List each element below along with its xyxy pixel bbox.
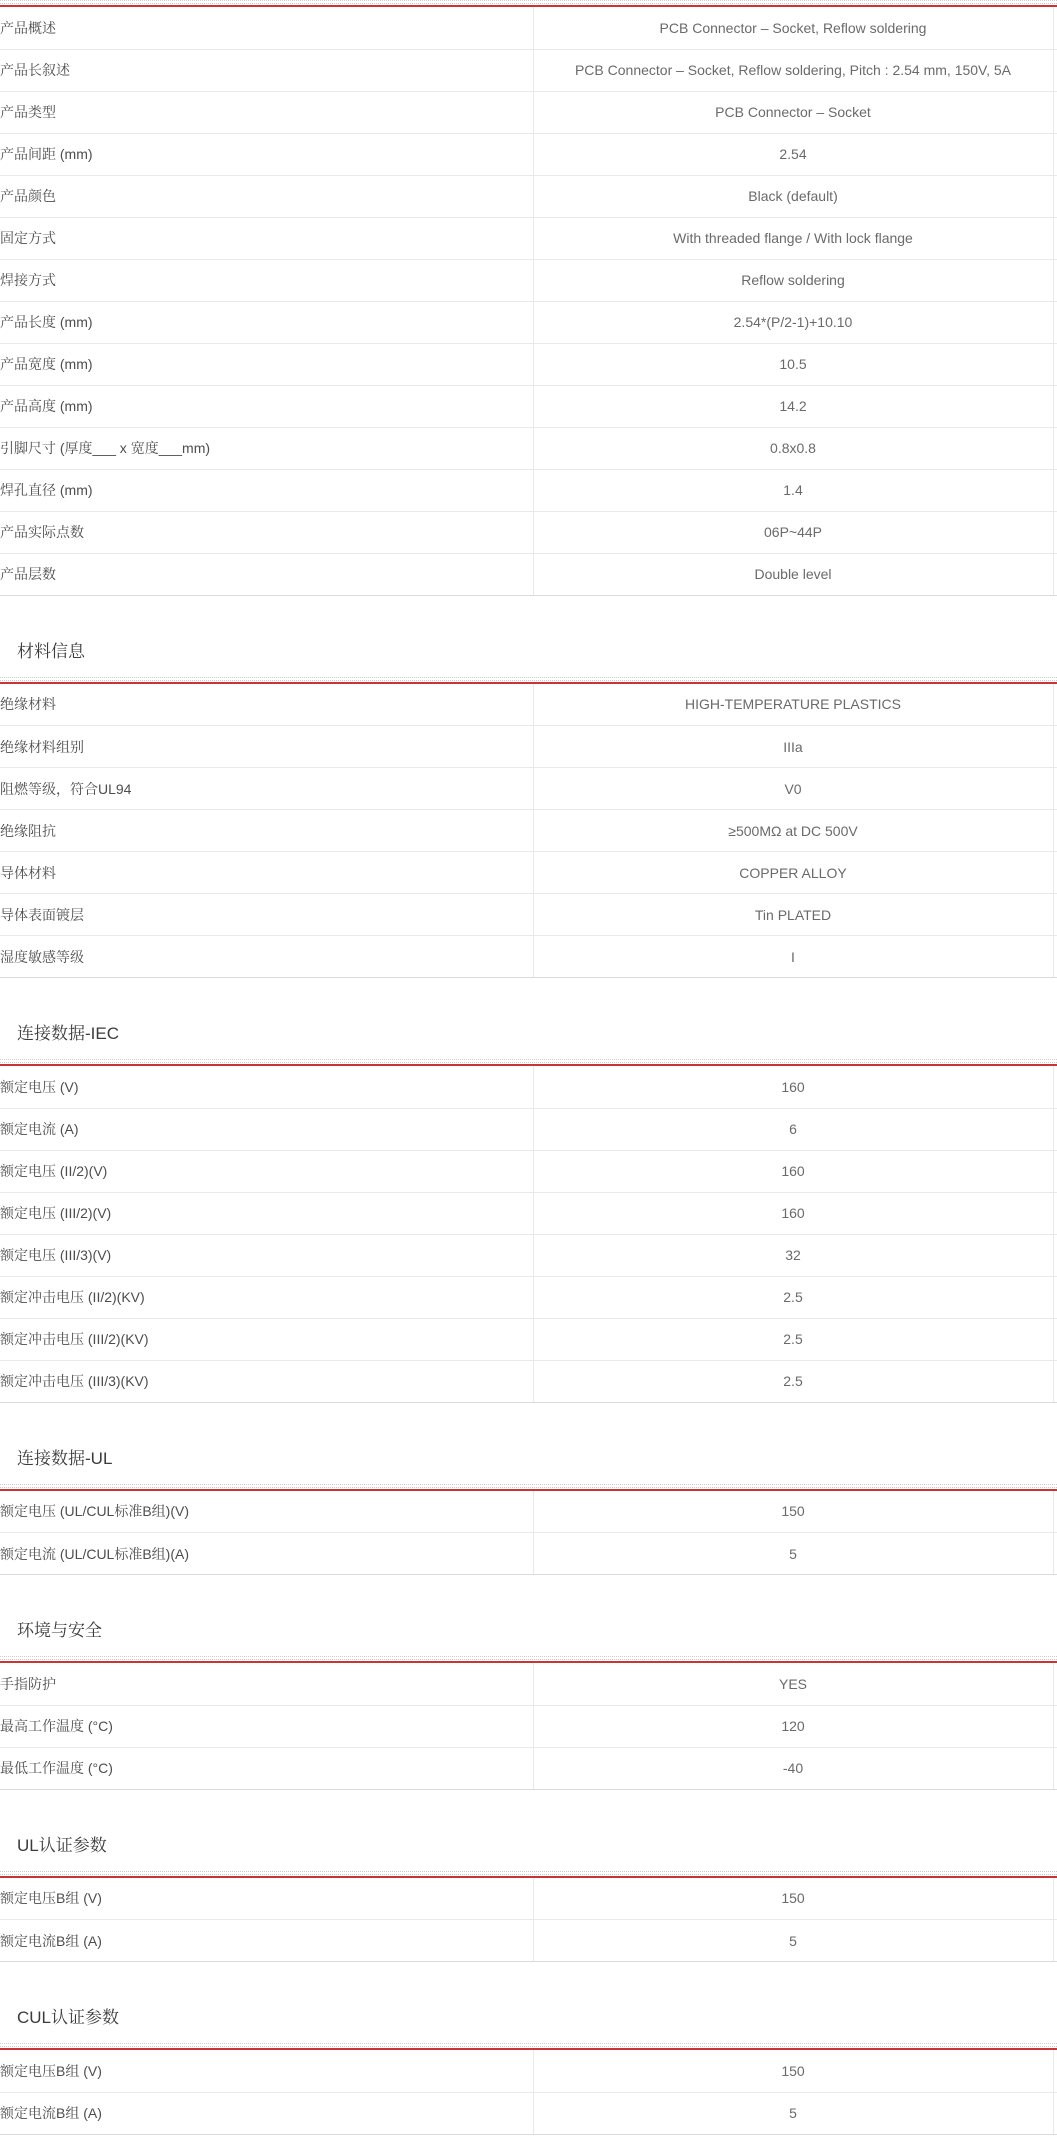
- stub-cell: [1053, 511, 1057, 553]
- spec-label: 额定冲击电压 (III/3)(KV): [0, 1360, 533, 1402]
- stub-cell: [1053, 1192, 1057, 1234]
- stub-cell: [1053, 469, 1057, 511]
- table-row: [0, 49, 1057, 91]
- spec-label: 产品宽度 (mm): [0, 343, 533, 385]
- stub-cell: [1053, 1705, 1057, 1747]
- stub-cell: [1053, 726, 1057, 768]
- spec-section: [0, 1447, 1057, 1576]
- spec-value: 150: [533, 1491, 1053, 1533]
- spec-label: 最低工作温度 (°C): [0, 1747, 533, 1789]
- table-row: [0, 301, 1057, 343]
- spec-value: -40: [533, 1747, 1053, 1789]
- spec-label: 焊接方式: [0, 259, 533, 301]
- spec-table: [0, 1066, 1057, 1403]
- spec-label: 固定方式: [0, 217, 533, 259]
- spec-label: 额定电压 (III/2)(V): [0, 1192, 533, 1234]
- spec-value: 5: [533, 2092, 1053, 2134]
- table-row: [0, 852, 1057, 894]
- table-row: [0, 894, 1057, 936]
- spec-value: Double level: [533, 553, 1053, 595]
- stub-cell: [1053, 1491, 1057, 1533]
- spec-label: 额定电压 (UL/CUL标准B组)(V): [0, 1491, 533, 1533]
- spec-value: V0: [533, 768, 1053, 810]
- table-row: [0, 1878, 1057, 1920]
- table-row: [0, 936, 1057, 978]
- spec-section: [0, 1022, 1057, 1403]
- stub-cell: [1053, 427, 1057, 469]
- spec-value: I: [533, 936, 1053, 978]
- stub-cell: [1053, 385, 1057, 427]
- stub-cell: [1053, 217, 1057, 259]
- spec-label: 产品颜色: [0, 175, 533, 217]
- table-row: [0, 1533, 1057, 1575]
- table-row: [0, 684, 1057, 726]
- stub-cell: [1053, 1150, 1057, 1192]
- table-row: [0, 768, 1057, 810]
- stub-cell: [1053, 343, 1057, 385]
- spec-table: [0, 2050, 1057, 2135]
- spec-value: 160: [533, 1150, 1053, 1192]
- spec-value: 06P~44P: [533, 511, 1053, 553]
- table-row: [0, 1360, 1057, 1402]
- dotted-rule: [0, 1656, 1057, 1660]
- stub-cell: [1053, 1533, 1057, 1575]
- section-rule: [0, 2043, 1057, 2050]
- stub-cell: [1053, 810, 1057, 852]
- spec-label: 阻燃等级，符合UL94: [0, 768, 533, 810]
- stub-cell: [1053, 1878, 1057, 1920]
- spec-label: 产品层数: [0, 553, 533, 595]
- spec-label: 焊孔直径 (mm): [0, 469, 533, 511]
- table-row: [0, 1192, 1057, 1234]
- table-row: [0, 1491, 1057, 1533]
- stub-cell: [1053, 1360, 1057, 1402]
- spec-section: [0, 640, 1057, 979]
- section-heading: CUL认证参数: [17, 2008, 120, 2027]
- spec-value: 150: [533, 2050, 1053, 2092]
- spec-section: [0, 1834, 1057, 1963]
- spec-value: IIIa: [533, 726, 1053, 768]
- dotted-rule: [0, 2043, 1057, 2047]
- table-row: [0, 1234, 1057, 1276]
- section-heading: 连接数据-IEC: [17, 1024, 119, 1043]
- spec-table: [0, 1663, 1057, 1790]
- spec-label: 产品类型: [0, 91, 533, 133]
- table-row: [0, 726, 1057, 768]
- table-row: [0, 2050, 1057, 2092]
- section-heading: 材料信息: [17, 641, 85, 661]
- spec-section: [0, 2006, 1057, 2135]
- spec-label: 导体材料: [0, 852, 533, 894]
- spec-label: 额定电流 (A): [0, 1108, 533, 1150]
- spec-label: 绝缘材料组别: [0, 726, 533, 768]
- spec-value: 150: [533, 1878, 1053, 1920]
- stub-cell: [1053, 1747, 1057, 1789]
- spec-label: 额定电流B组 (A): [0, 1920, 533, 1962]
- spec-label: 湿度敏感等级: [0, 936, 533, 978]
- stub-cell: [1053, 553, 1057, 595]
- table-row: [0, 1108, 1057, 1150]
- spec-value: Tin PLATED: [533, 894, 1053, 936]
- spec-label: 引脚尺寸 (厚度___ x 宽度___mm): [0, 427, 533, 469]
- stub-cell: [1053, 133, 1057, 175]
- stub-cell: [1053, 1234, 1057, 1276]
- spec-label: 产品概述: [0, 7, 533, 49]
- section-rule: [0, 1484, 1057, 1491]
- table-row: [0, 91, 1057, 133]
- spec-value: 2.5: [533, 1276, 1053, 1318]
- spec-value: 0.8x0.8: [533, 427, 1053, 469]
- spec-label: 额定电流 (UL/CUL标准B组)(A): [0, 1533, 533, 1575]
- stub-cell: [1053, 7, 1057, 49]
- spec-section: [0, 1619, 1057, 1790]
- spec-value: PCB Connector – Socket, Reflow soldering: [533, 7, 1053, 49]
- spec-section: [0, 0, 1057, 596]
- table-row: [0, 2092, 1057, 2134]
- table-row: [0, 469, 1057, 511]
- table-row: [0, 810, 1057, 852]
- section-rule: [0, 1871, 1057, 1878]
- spec-label: 产品长叙述: [0, 49, 533, 91]
- spec-value: 1.4: [533, 469, 1053, 511]
- table-row: [0, 1318, 1057, 1360]
- stub-cell: [1053, 2050, 1057, 2092]
- table-row: [0, 1747, 1057, 1789]
- spec-value: 160: [533, 1192, 1053, 1234]
- spec-value: 5: [533, 1920, 1053, 1962]
- spec-value: 14.2: [533, 385, 1053, 427]
- spec-label: 产品长度 (mm): [0, 301, 533, 343]
- spec-label: 额定冲击电压 (III/2)(KV): [0, 1318, 533, 1360]
- stub-cell: [1053, 852, 1057, 894]
- stub-cell: [1053, 301, 1057, 343]
- table-row: [0, 175, 1057, 217]
- spec-label: 额定电流B组 (A): [0, 2092, 533, 2134]
- section-heading: 连接数据-UL: [17, 1448, 113, 1468]
- spec-table: [0, 1491, 1057, 1576]
- spec-label: 产品实际点数: [0, 511, 533, 553]
- section-heading: UL认证参数: [17, 1835, 107, 1855]
- dotted-rule: [0, 1059, 1057, 1063]
- spec-value: PCB Connector – Socket, Reflow soldering, Pitch : 2.54 mm, 150V, 5A: [533, 49, 1053, 91]
- spec-value: 5: [533, 1533, 1053, 1575]
- spec-value: 160: [533, 1066, 1053, 1108]
- stub-cell: [1053, 2092, 1057, 2134]
- stub-cell: [1053, 1108, 1057, 1150]
- spec-label: 绝缘材料: [0, 684, 533, 726]
- spec-label: 额定电压B组 (V): [0, 2050, 533, 2092]
- table-row: [0, 1705, 1057, 1747]
- spec-value: 6: [533, 1108, 1053, 1150]
- spec-label: 最高工作温度 (°C): [0, 1705, 533, 1747]
- spec-label: 额定电压 (III/3)(V): [0, 1234, 533, 1276]
- stub-cell: [1053, 684, 1057, 726]
- spec-table: [0, 1878, 1057, 1963]
- spec-value: 32: [533, 1234, 1053, 1276]
- spec-label: 绝缘阻抗: [0, 810, 533, 852]
- spec-value: 120: [533, 1705, 1053, 1747]
- table-row: [0, 427, 1057, 469]
- stub-cell: [1053, 49, 1057, 91]
- stub-cell: [1053, 1276, 1057, 1318]
- section-rule: [0, 1656, 1057, 1663]
- stub-cell: [1053, 768, 1057, 810]
- table-row: [0, 1920, 1057, 1962]
- dotted-rule: [0, 0, 1057, 4]
- spec-label: 产品高度 (mm): [0, 385, 533, 427]
- table-row: [0, 1276, 1057, 1318]
- spec-table: [0, 7, 1057, 596]
- spec-value: 2.5: [533, 1318, 1053, 1360]
- spec-value: 2.54*(P/2-1)+10.10: [533, 301, 1053, 343]
- spec-label: 额定电压 (II/2)(V): [0, 1150, 533, 1192]
- spec-label: 导体表面镀层: [0, 894, 533, 936]
- spec-value: ≥500MΩ at DC 500V: [533, 810, 1053, 852]
- spec-value: 2.5: [533, 1360, 1053, 1402]
- stub-cell: [1053, 936, 1057, 978]
- table-row: [0, 133, 1057, 175]
- spec-value: HIGH-TEMPERATURE PLASTICS: [533, 684, 1053, 726]
- section-rule: [0, 677, 1057, 684]
- table-row: [0, 259, 1057, 301]
- table-row: [0, 343, 1057, 385]
- stub-cell: [1053, 175, 1057, 217]
- spec-value: 2.54: [533, 133, 1053, 175]
- spec-value: 10.5: [533, 343, 1053, 385]
- spec-label: 额定冲击电压 (II/2)(KV): [0, 1276, 533, 1318]
- stub-cell: [1053, 259, 1057, 301]
- spec-label: 产品间距 (mm): [0, 133, 533, 175]
- stub-cell: [1053, 894, 1057, 936]
- table-row: [0, 511, 1057, 553]
- section-rule: [0, 0, 1057, 7]
- table-row: [0, 553, 1057, 595]
- section-heading: 环境与安全: [17, 1621, 102, 1640]
- spec-label: 手指防护: [0, 1663, 533, 1705]
- table-row: [0, 217, 1057, 259]
- table-row: [0, 385, 1057, 427]
- table-row: [0, 1663, 1057, 1705]
- table-row: [0, 1150, 1057, 1192]
- spec-table: [0, 684, 1057, 979]
- spec-label: 额定电压 (V): [0, 1066, 533, 1108]
- stub-cell: [1053, 1066, 1057, 1108]
- spec-value: With threaded flange / With lock flange: [533, 217, 1053, 259]
- stub-cell: [1053, 1920, 1057, 1962]
- spec-value: YES: [533, 1663, 1053, 1705]
- stub-cell: [1053, 1318, 1057, 1360]
- spec-value: COPPER ALLOY: [533, 852, 1053, 894]
- dotted-rule: [0, 1484, 1057, 1488]
- spec-value: PCB Connector – Socket: [533, 91, 1053, 133]
- dotted-rule: [0, 1871, 1057, 1875]
- section-rule: [0, 1059, 1057, 1066]
- dotted-rule: [0, 677, 1057, 681]
- spec-value: Black (default): [533, 175, 1053, 217]
- stub-cell: [1053, 1663, 1057, 1705]
- table-row: [0, 7, 1057, 49]
- table-row: [0, 1066, 1057, 1108]
- spec-label: 额定电压B组 (V): [0, 1878, 533, 1920]
- stub-cell: [1053, 91, 1057, 133]
- spec-value: Reflow soldering: [533, 259, 1053, 301]
